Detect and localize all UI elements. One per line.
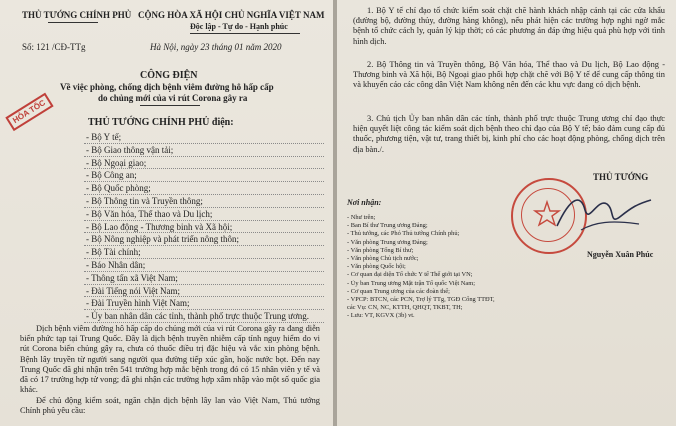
signature-icon bbox=[551, 186, 661, 246]
sender-heading: THỦ TƯỚNG CHÍNH PHỦ điện: bbox=[88, 117, 234, 128]
distribution-item: - Ủy ban Trung ương Mặt trận Tổ quốc Việt Nam; bbox=[347, 279, 475, 287]
page-left bbox=[0, 0, 333, 426]
document-number: Số: 121 /CĐ-TTg bbox=[22, 42, 86, 52]
country-name: CỘNG HÒA XÃ HỘI CHỦ NGHĨA VIỆT NAM bbox=[138, 10, 325, 20]
body-paragraph-2: Để chủ động kiểm soát, ngăn chặn dịch bệnh lây lan vào Việt Nam, Thủ tướng Chính phủ yêu cầu: bbox=[20, 396, 320, 416]
distribution-item: - Ban Bí thư Trung ương Đảng; bbox=[347, 222, 428, 230]
recipient-item: - Bộ Tài chính; bbox=[84, 246, 324, 259]
recipients-title: Nơi nhận: bbox=[347, 198, 382, 207]
document-type: CÔNG ĐIỆN bbox=[140, 70, 198, 81]
distribution-item: - Cơ quan Trung ương của các đoàn thể; bbox=[347, 287, 450, 295]
body-paragraph-1: Dịch bệnh viêm đường hô hấp cấp do chủng mới của vi rút Corona gây ra đang diễn biến phức tạp tại Trung Quốc. Đây là dịch bệnh truyền nhiễm cấp tính nguy hiểm do vi rút Corona biến chủng gây ra, chưa có thuốc điều trị đặc hiệu và vắc xin phòng bệnh. Bệnh lây truyền từ người sang người qua đường tiếp xúc gần, hoặc nước bọt. Đến nay Trung Quốc đã ghi nhận trên 541 trường hợp mắc bệnh trong đó có 15 nhân viên y tế và đã có 17 trường hợp tử vong; đã ghi nhận các trường hợp xâm nhập vào một số quốc gia khác. bbox=[20, 324, 320, 395]
issuer-underline bbox=[48, 22, 98, 23]
signer-title: THỦ TƯỚNG bbox=[593, 172, 649, 182]
recipient-item: - Bộ Văn hóa, Thể thao và Du lịch; bbox=[84, 208, 324, 221]
recipient-item: - Bộ Ngoại giao; bbox=[84, 157, 324, 170]
page-right bbox=[337, 0, 676, 426]
urgent-stamp: HỎA TỐC bbox=[5, 93, 53, 131]
distribution-item: - Văn phòng Tổng Bí thư; bbox=[347, 246, 414, 254]
subject-line-2: do chủng mới của vi rút Corona gây ra bbox=[98, 93, 248, 103]
subject-underline bbox=[140, 105, 200, 106]
recipient-list bbox=[84, 131, 324, 323]
directive-2: 2. Bộ Thông tin và Truyền thông, Bộ Văn hóa, Thể thao và Du lịch, Bộ Lao động - Thương binh và Xã hội, Bộ Ngoại giao phối hợp chặt chẽ với Bộ Y tế để cung cấp thông tin và khuyến cáo các công dân Việt Nam không nên đến các khu vực đang có dịch bệnh. bbox=[353, 60, 665, 90]
recipient-item: - Bộ Lao động - Thương binh và Xã hội; bbox=[84, 221, 324, 234]
distribution-item: - Văn phòng Quốc hội; bbox=[347, 263, 406, 271]
directive-3: 3. Chủ tịch Ủy ban nhân dân các tỉnh, thành phố trực thuộc Trung ương chỉ đạo thực hiện quyết liệt công tác kiểm soát dịch bệnh theo chỉ đạo của Bộ Y tế; bảo đảm cung cấp đủ thuốc, phương tiện, vật tư, trang thiết bị, kinh phí cho các hoạt động phòng, chống dịch trên địa bàn./. bbox=[353, 114, 665, 154]
recipient-item: - Bộ Giao thông vận tải; bbox=[84, 144, 324, 157]
motto-underline bbox=[190, 33, 300, 34]
recipient-item: - Bộ Quốc phòng; bbox=[84, 182, 324, 195]
distribution-item: - Văn phòng Trung ương Đảng; bbox=[347, 238, 428, 246]
distribution-item: - Thủ tướng, các Phó Thủ tướng Chính phủ; bbox=[347, 230, 460, 238]
recipient-item: - Thông tấn xã Việt Nam; bbox=[84, 272, 324, 285]
directive-1: 1. Bộ Y tế chỉ đạo tổ chức kiểm soát chặt chẽ hành khách nhập cảnh tại các cửa khẩu (đường bộ, đường thủy, đường hàng không), nếu phát hiện các trường hợp nghi ngờ mắc bệnh tổ chức cách ly, quản lý kịp thời; có các phương án đáp ứng hiệu quả phù hợp với tình hình dịch. bbox=[353, 6, 665, 46]
issuer: THỦ TƯỚNG CHÍNH PHỦ bbox=[22, 10, 132, 20]
signer-name: Nguyễn Xuân Phúc bbox=[587, 250, 654, 259]
motto: Độc lập - Tự do - Hạnh phúc bbox=[190, 22, 288, 31]
distribution-item: - Như trên; bbox=[347, 214, 376, 221]
recipient-item: - Bộ Nông nghiệp và phát triển nông thôn; bbox=[84, 233, 324, 246]
recipient-item: - Bộ Y tế; bbox=[84, 131, 324, 144]
recipient-item: - Ủy ban nhân dân các tỉnh, thành phố trực thuộc Trung ương. bbox=[84, 310, 324, 323]
recipient-item: - Bộ Thông tin và Truyền thông; bbox=[84, 195, 324, 208]
subject-line-1: Về việc phòng, chống dịch bệnh viêm đường hô hấp cấp bbox=[60, 82, 274, 92]
distribution-item: - VPCP: BTCN, các PCN, Trợ lý TTg, TGĐ Cổng TTĐT, bbox=[347, 296, 495, 304]
distribution-item: - Văn phòng Chủ tịch nước; bbox=[347, 255, 419, 263]
recipient-item: - Bộ Công an; bbox=[84, 169, 324, 182]
recipient-item: - Đài Tiếng nói Việt Nam; bbox=[84, 285, 324, 298]
distribution-item: - Lưu: VT, KGVX (3b) vt. bbox=[347, 312, 415, 320]
distribution-item: các Vụ: CN, NC, KTTH, QHQT, TKBT, TH; bbox=[347, 304, 463, 312]
recipient-item: - Báo Nhân dân; bbox=[84, 259, 324, 272]
place-date: Hà Nội, ngày 23 tháng 01 năm 2020 bbox=[150, 42, 282, 52]
distribution-item: - Cơ quan đại diện Tổ chức Y tế Thế giới tại VN; bbox=[347, 271, 473, 279]
distribution-list bbox=[347, 214, 507, 321]
recipient-item: - Đài Truyền hình Việt Nam; bbox=[84, 297, 324, 310]
